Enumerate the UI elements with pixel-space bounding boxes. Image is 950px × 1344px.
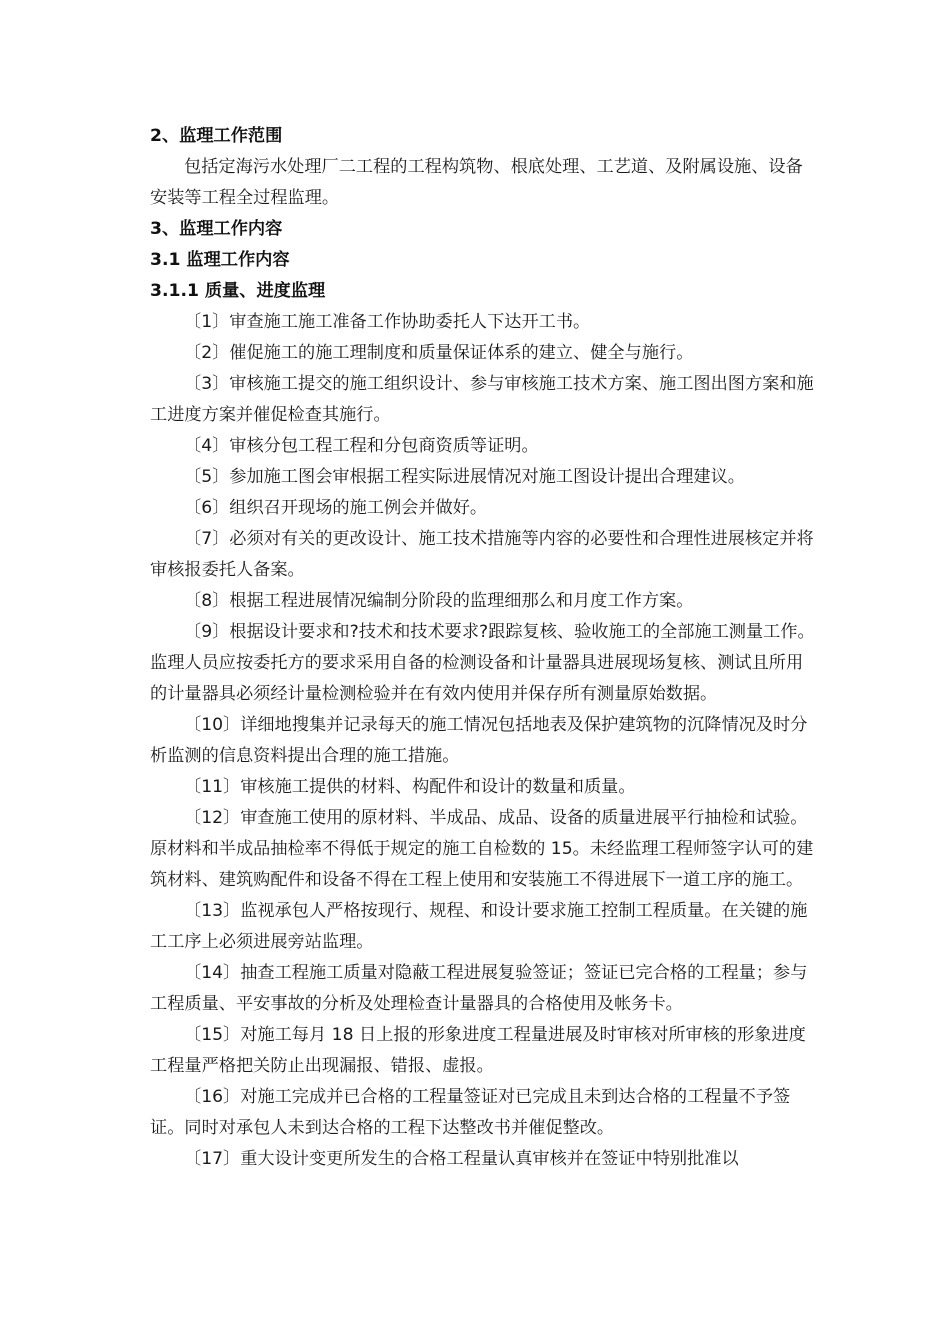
list-item: 〔12〕审查施工使用的原材料、半成品、成品、设备的质量进展平行抽检和试验。原材料和半成品抽检率不得低于规定的施工自检数的 15。未经监理工程师签字认可的建筑材料、建筑购配件和设备不得在工程上使用和安装施工不得进展下一道工序的施工。 xyxy=(150,808,814,890)
list-item: 〔7〕必须对有关的更改设计、施工技术措施等内容的必要性和合理性进展核定并将审核报委托人备案。 xyxy=(150,529,814,580)
list-item: 〔1〕审查施工施工准备工作协助委托人下达开工书。 xyxy=(184,312,591,332)
document-body xyxy=(150,121,815,1175)
list-item: 〔15〕对施工每月 18 日上报的形象进度工程量进展及时审核对所审核的形象进度工程量严格把关防止出现漏报、错报、虚报。 xyxy=(150,1025,806,1076)
list-item: 〔14〕抽查工程施工质量对隐蔽工程进展复验签证；签证已完合格的工程量；参与工程质量、平安事故的分析及处理检查计量器具的合格使用及帐务卡。 xyxy=(150,963,808,1014)
section-3-heading: 3、监理工作内容 xyxy=(150,219,283,239)
list-item: 〔9〕根据设计要求和?技术和技术要求?跟踪复核、验收施工的全部施工测量工作。监理人员应按委托方的要求采用自备的检测设备和计量器具进展现场复核、测试且所用的计量器具必须经计量检测检验并在有效内使用并保存所有测量原始数据。 xyxy=(150,622,815,704)
list-item: 〔3〕审核施工提交的施工组织设计、参与审核施工技术方案、施工图出图方案和施工进度方案并催促检查其施行。 xyxy=(150,374,814,425)
list-item: 〔11〕审核施工提供的材料、构配件和设计的数量和质量。 xyxy=(184,777,636,797)
list-item: 〔17〕重大设计变更所发生的合格工程量认真审核并在签证中特别批准以 xyxy=(184,1149,739,1169)
section-3-1-heading: 3.1 监理工作内容 xyxy=(150,250,290,270)
list-item: 〔5〕参加施工图会审根据工程实际进展情况对施工图设计提出合理建议。 xyxy=(184,467,745,487)
section-2-paragraph: 包括定海污水处理厂二工程的工程构筑物、根底处理、工艺道、及附属设施、设备安装等工程全过程监理。 xyxy=(150,157,803,208)
section-3-1-1-heading: 3.1.1 质量、进度监理 xyxy=(150,281,326,301)
list-item: 〔13〕监视承包人严格按现行、规程、和设计要求施工控制工程质量。在关键的施工工序上必须进展旁站监理。 xyxy=(150,901,808,952)
list-item: 〔2〕催促施工的施工理制度和质量保证体系的建立、健全与施行。 xyxy=(184,343,694,363)
list-item: 〔6〕组织召开现场的施工例会并做好。 xyxy=(184,498,488,518)
list-item: 〔8〕根据工程进展情况编制分阶段的监理细那么和月度工作方案。 xyxy=(184,591,694,611)
list-item: 〔16〕对施工完成并已合格的工程量签证对已完成且未到达合格的工程量不予签证。同时对承包人未到达合格的工程下达整改书并催促整改。 xyxy=(150,1087,791,1138)
list-item: 〔10〕详细地搜集并记录每天的施工情况包括地表及保护建筑物的沉降情况及时分析监测的信息资料提出合理的施工措施。 xyxy=(150,715,808,766)
list-item: 〔4〕审核分包工程工程和分包商资质等证明。 xyxy=(184,436,539,456)
section-2-heading: 2、监理工作范围 xyxy=(150,126,283,146)
